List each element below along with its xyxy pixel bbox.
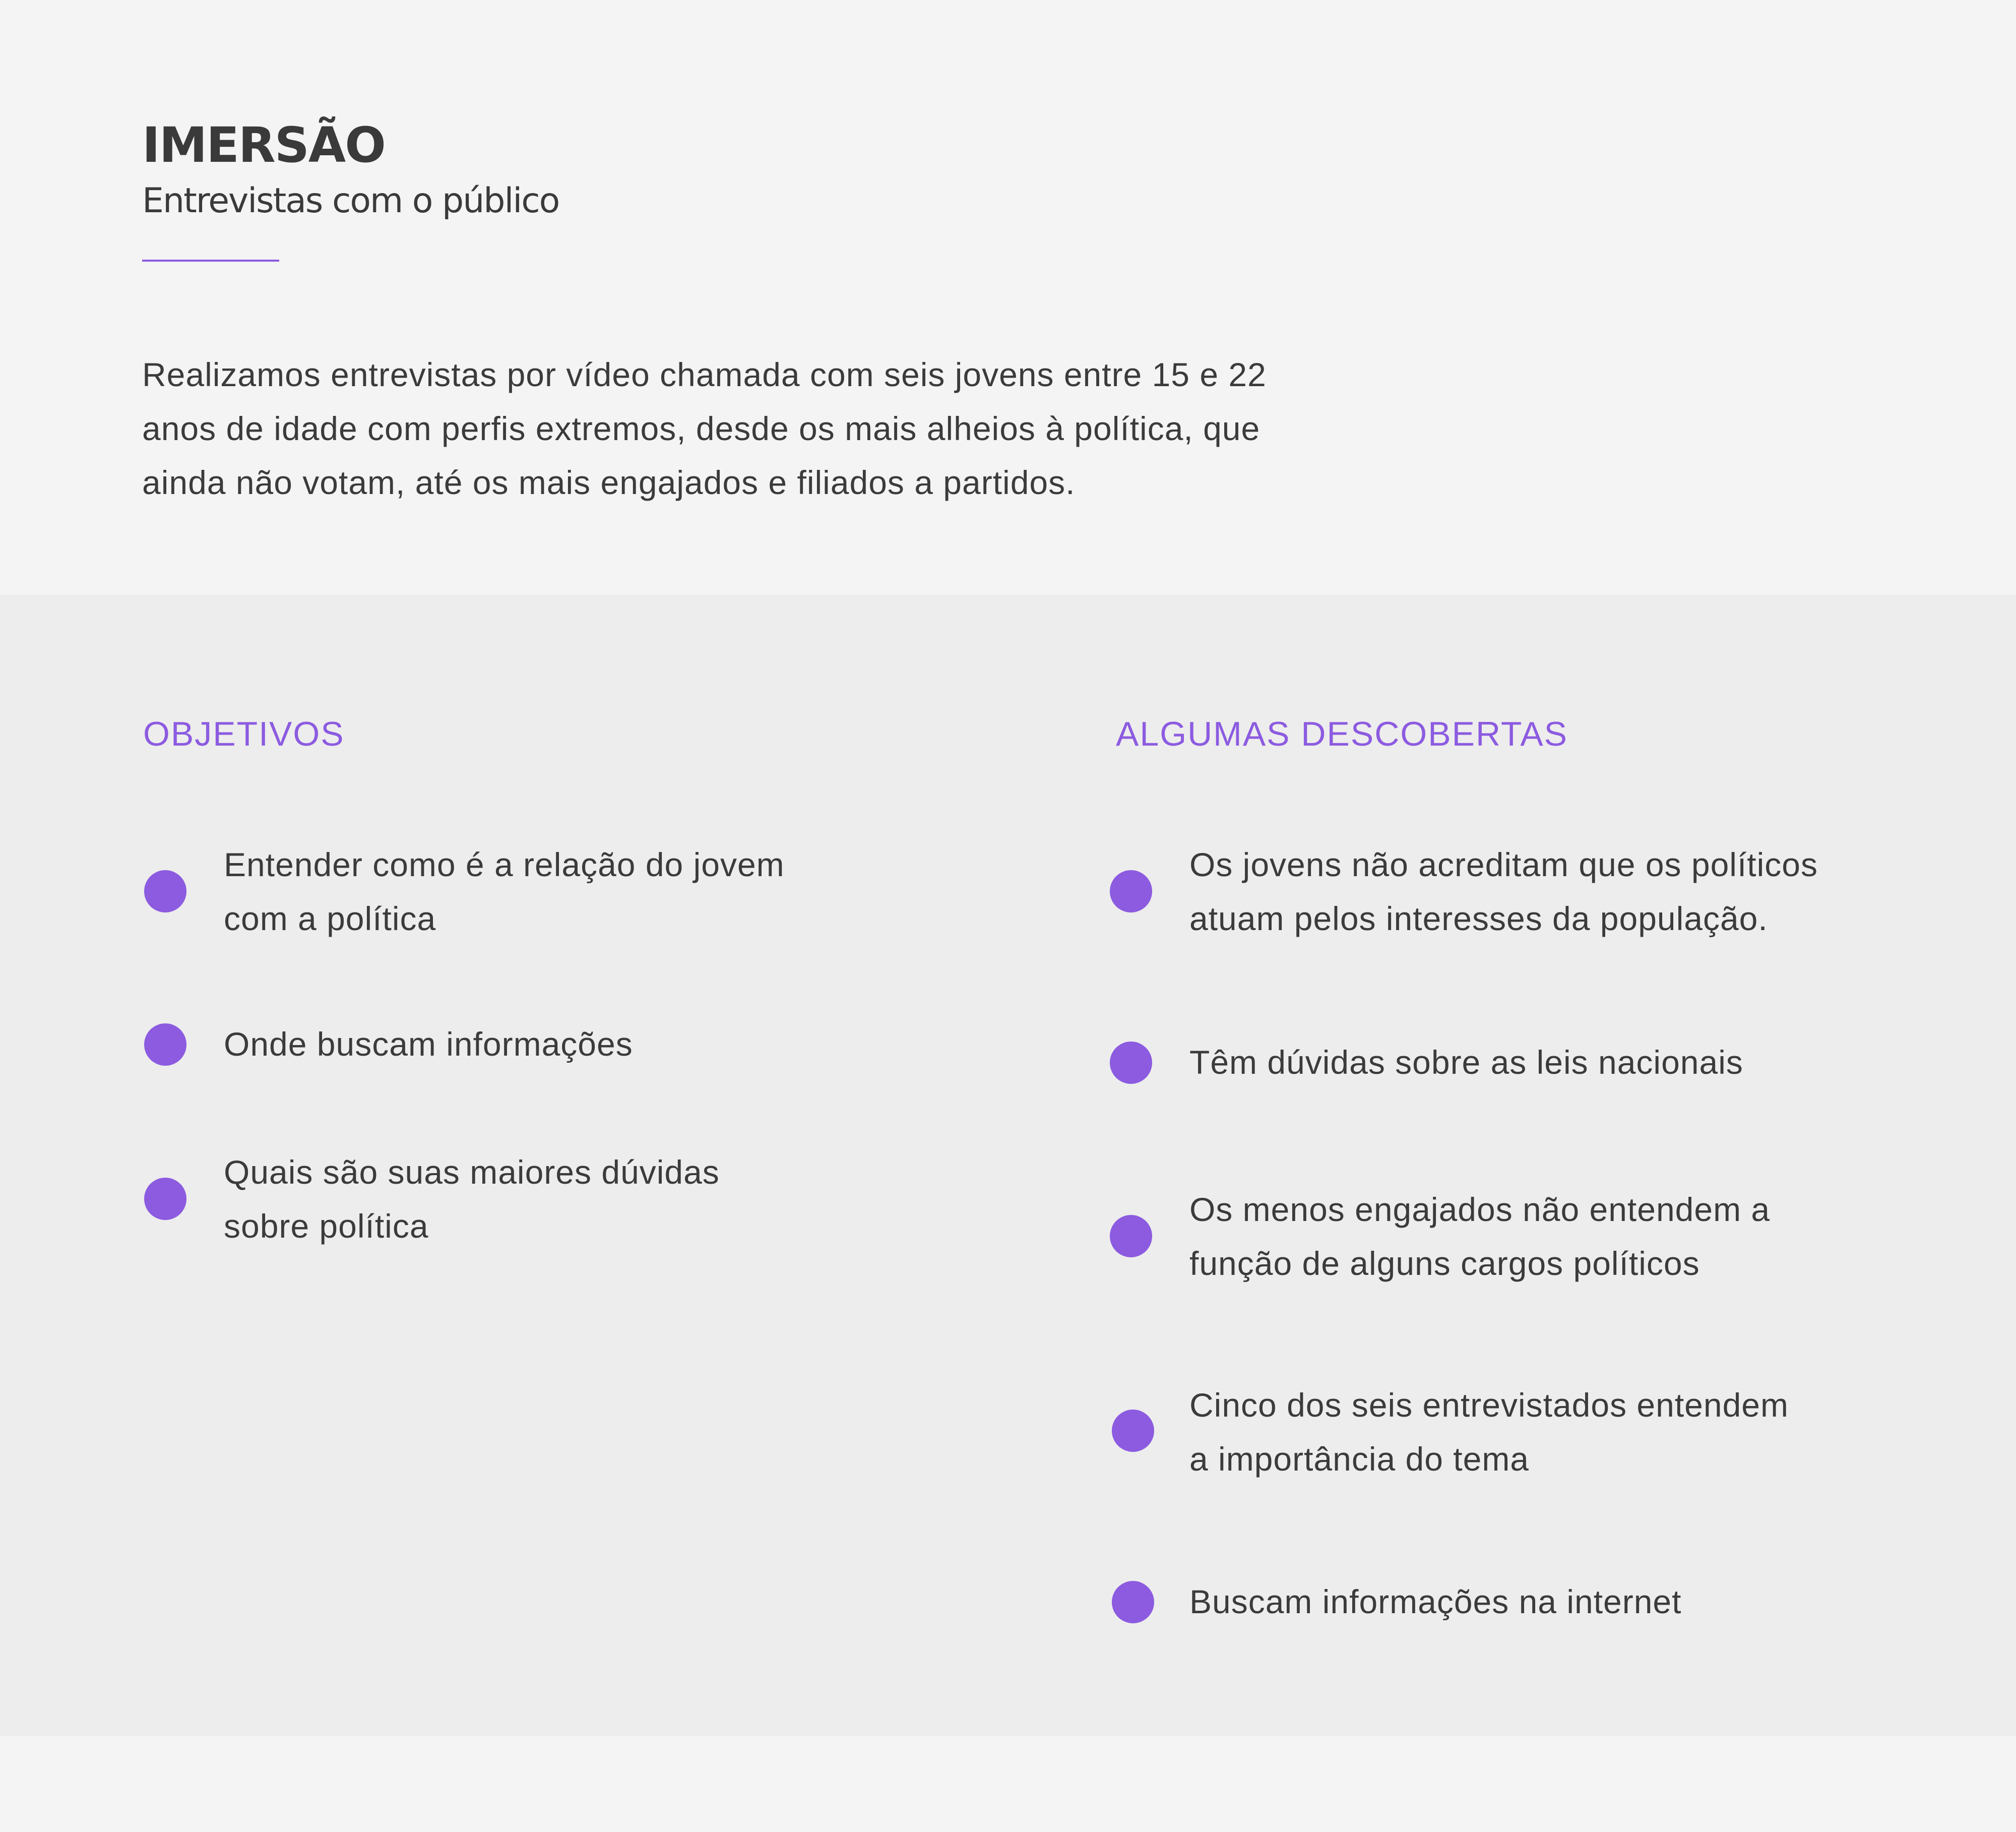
discovery-line: Os jovens não acreditam que os políticos (1189, 846, 1818, 883)
page-title: IMERSÃO (142, 117, 385, 173)
discovery-line: Têm dúvidas sobre as leis nacionais (1189, 1044, 1743, 1081)
intro-section (0, 0, 2016, 595)
objective-line: Entender como é a relação do jovem (224, 846, 785, 883)
objectives-heading: OBJETIVOS (143, 715, 345, 753)
bullet-dot-icon (1112, 1410, 1154, 1452)
accent-divider (142, 260, 279, 262)
discovery-text (1189, 1575, 1681, 1629)
discovery-line: atuam pelos interesses da população. (1189, 900, 1768, 937)
bullet-dot-icon (1112, 1581, 1154, 1623)
bullet-dot-icon (1110, 1215, 1152, 1257)
discovery-line: Buscam informações na internet (1189, 1583, 1682, 1620)
intro-paragraph (142, 348, 1382, 510)
objective-text (224, 1145, 720, 1253)
discovery-text (1189, 1035, 1743, 1089)
objective-text (224, 1017, 633, 1071)
page-subtitle: Entrevistas com o público (142, 181, 559, 221)
discovery-line: Os menos engajados não entendem a (1189, 1191, 1771, 1228)
objective-text (224, 838, 785, 946)
intro-line: anos de idade com perfis extremos, desde os mais alheios à política, que (142, 410, 1261, 447)
bullet-dot-icon (144, 1178, 186, 1220)
objective-line: Quais são suas maiores dúvidas (224, 1153, 720, 1191)
discovery-line: a importância do tema (1189, 1440, 1530, 1478)
intro-line: ainda não votam, até os mais engajados e filiados a partidos. (142, 464, 1076, 501)
objective-line: com a política (224, 900, 436, 937)
discovery-text (1189, 838, 1818, 946)
discovery-text (1189, 1183, 1770, 1291)
discoveries-heading: ALGUMAS DESCOBERTAS (1116, 715, 1568, 753)
findings-section (0, 595, 2016, 1736)
bullet-dot-icon (144, 870, 186, 912)
bullet-dot-icon (1110, 870, 1152, 912)
discovery-line: função de alguns cargos políticos (1189, 1245, 1700, 1282)
discovery-text (1189, 1378, 1789, 1486)
objective-line: Onde buscam informações (224, 1025, 633, 1063)
objective-line: sobre política (224, 1207, 429, 1245)
discovery-line: Cinco dos seis entrevistados entendem (1189, 1386, 1789, 1424)
bullet-dot-icon (1110, 1042, 1152, 1084)
intro-line: Realizamos entrevistas por vídeo chamada com seis jovens entre 15 e 22 (142, 356, 1267, 393)
bullet-dot-icon (144, 1023, 186, 1066)
